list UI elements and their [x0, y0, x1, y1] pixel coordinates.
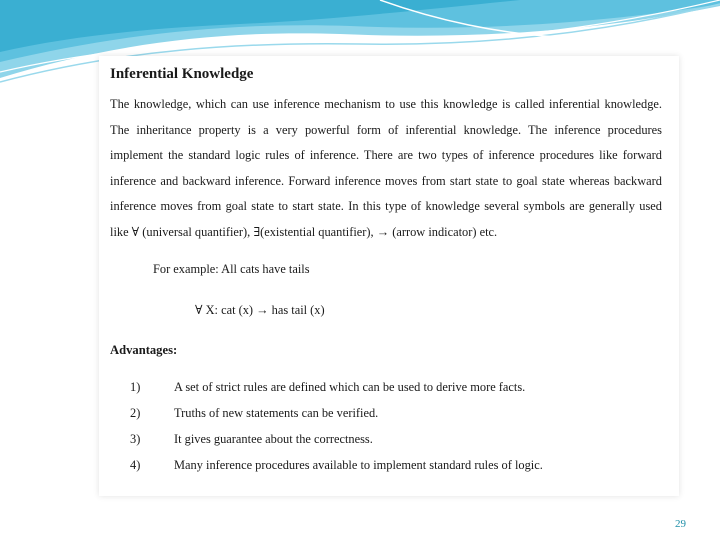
list-item-text: Many inference procedures available to implement standard rules of logic. — [174, 458, 543, 472]
document-page — [99, 56, 679, 496]
list-item-text: Truths of new statements can be verified. — [174, 406, 379, 420]
example-text: For example: All cats have tails — [153, 262, 310, 276]
list-item-number: 4) — [130, 458, 141, 472]
slide-page-number: 29 — [675, 518, 686, 530]
advantages-heading: Advantages: — [110, 343, 178, 357]
list-item-number: 2) — [130, 406, 141, 420]
body-paragraph: The knowledge, which can use inference mechanism to use this knowledge is called inferential knowledge. The inheritance property is a very powerful form of inferential knowledge. The inference procedures implement the standard logic rules of inference. There are two types of inference procedures like forward inference and backward inference. Forward inference moves from start state to goal state whereas backward inference moves from goal state to start state. In this type of knowledge several symbols are generally used like ∀ (universal quantifier), ∃(existential quantifier), → (arrow indicator) etc. — [110, 97, 662, 239]
logic-formula: ∀ X: cat (x) → has tail (x) — [195, 303, 325, 317]
list-item-number: 3) — [130, 432, 141, 446]
list-item-text: It gives guarantee about the correctness. — [174, 432, 373, 446]
list-item-number: 1) — [130, 380, 141, 394]
list-item-text: A set of strict rules are defined which can be used to derive more facts. — [174, 380, 526, 394]
document-title: Inferential Knowledge — [110, 66, 254, 82]
